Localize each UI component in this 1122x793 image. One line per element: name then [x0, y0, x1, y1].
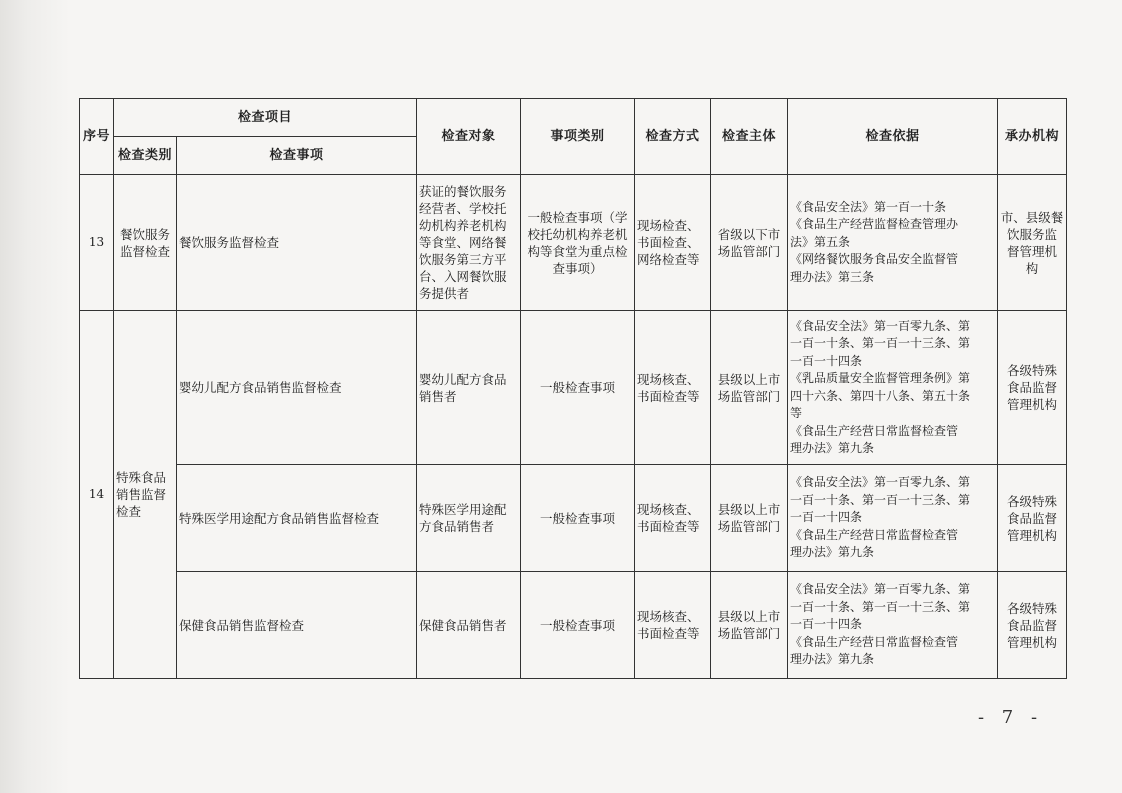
row-subject: 县级以上市 场监管部门 [711, 572, 788, 679]
row-matter-type: 一般检查事项（学 校托幼机构养老机 构等食堂为重点检 查事项） [521, 175, 635, 311]
row-basis: 《食品安全法》第一百零九条、第 一百一十条、第一百一十三条、第 一百一十四条 《乳品质量安全监督管理条例》第 四十六条、第四十八条、第五十条 等 《食品生产经营日常监督检查管 理办法》第九条 [788, 311, 998, 465]
page-scan-shadow [0, 0, 70, 793]
header-check-basis: 检查依据 [788, 99, 998, 175]
row-object: 特殊医学用途配 方食品销售者 [417, 465, 521, 572]
row-method: 现场核查、 书面检查等 [635, 311, 711, 465]
header-organizer: 承办机构 [998, 99, 1067, 175]
page-number: - 7 - [978, 707, 1044, 728]
row-subject: 县级以上市 场监管部门 [711, 311, 788, 465]
row-organizer: 市、县级餐 饮服务监 督管理机 构 [998, 175, 1067, 311]
row-method: 现场核查、 书面检查等 [635, 465, 711, 572]
row-matter-type: 一般检查事项 [521, 572, 635, 679]
row-object: 保健食品销售者 [417, 572, 521, 679]
table-row [80, 572, 1067, 679]
header-check-item: 检查项目 [114, 99, 417, 137]
row-method: 现场检查、 书面检查、 网络检查等 [635, 175, 711, 311]
row-object: 婴幼儿配方食品 销售者 [417, 311, 521, 465]
row-matter: 餐饮服务监督检查 [177, 175, 417, 311]
row-category: 餐饮服务 监督检查 [114, 175, 177, 311]
row-matter-type: 一般检查事项 [521, 311, 635, 465]
row-basis: 《食品安全法》第一百零九条、第 一百一十条、第一百一十三条、第 一百一十四条 《食品生产经营日常监督检查管 理办法》第九条 [788, 572, 998, 679]
row-matter: 保健食品销售监督检查 [177, 572, 417, 679]
row-basis: 《食品安全法》第一百一十条 《食品生产经营监督检查管理办 法》第五条 《网络餐饮服务食品安全监督管 理办法》第三条 [788, 175, 998, 311]
row-organizer: 各级特殊 食品监督 管理机构 [998, 465, 1067, 572]
header-check-matter: 检查事项 [177, 137, 417, 175]
row-subject: 县级以上市 场监管部门 [711, 465, 788, 572]
table-header-row [80, 99, 1067, 137]
row-method: 现场核查、 书面检查等 [635, 572, 711, 679]
row-matter: 婴幼儿配方食品销售监督检查 [177, 311, 417, 465]
row-category: 特殊食品 销售监督 检查 [114, 311, 177, 679]
header-matter-type: 事项类别 [521, 99, 635, 175]
header-check-subject: 检查主体 [711, 99, 788, 175]
header-check-object: 检查对象 [417, 99, 521, 175]
inspection-items-table [79, 98, 1067, 679]
header-check-category: 检查类别 [114, 137, 177, 175]
header-check-method: 检查方式 [635, 99, 711, 175]
row-object: 获证的餐饮服务 经营者、学校托 幼机构养老机构 等食堂、网络餐 饮服务第三方平 台、入网餐饮服 务提供者 [417, 175, 521, 311]
row-matter: 特殊医学用途配方食品销售监督检查 [177, 465, 417, 572]
row-subject: 省级以下市 场监管部门 [711, 175, 788, 311]
row-basis: 《食品安全法》第一百零九条、第 一百一十条、第一百一十三条、第 一百一十四条 《食品生产经营日常监督检查管 理办法》第九条 [788, 465, 998, 572]
row-matter-type: 一般检查事项 [521, 465, 635, 572]
row-organizer: 各级特殊 食品监督 管理机构 [998, 311, 1067, 465]
row-seq: 13 [80, 175, 114, 311]
table-row [80, 175, 1067, 311]
table-row [80, 465, 1067, 572]
table-row [80, 311, 1067, 465]
header-seq: 序号 [80, 99, 114, 175]
row-seq: 14 [80, 311, 114, 679]
row-organizer: 各级特殊 食品监督 管理机构 [998, 572, 1067, 679]
